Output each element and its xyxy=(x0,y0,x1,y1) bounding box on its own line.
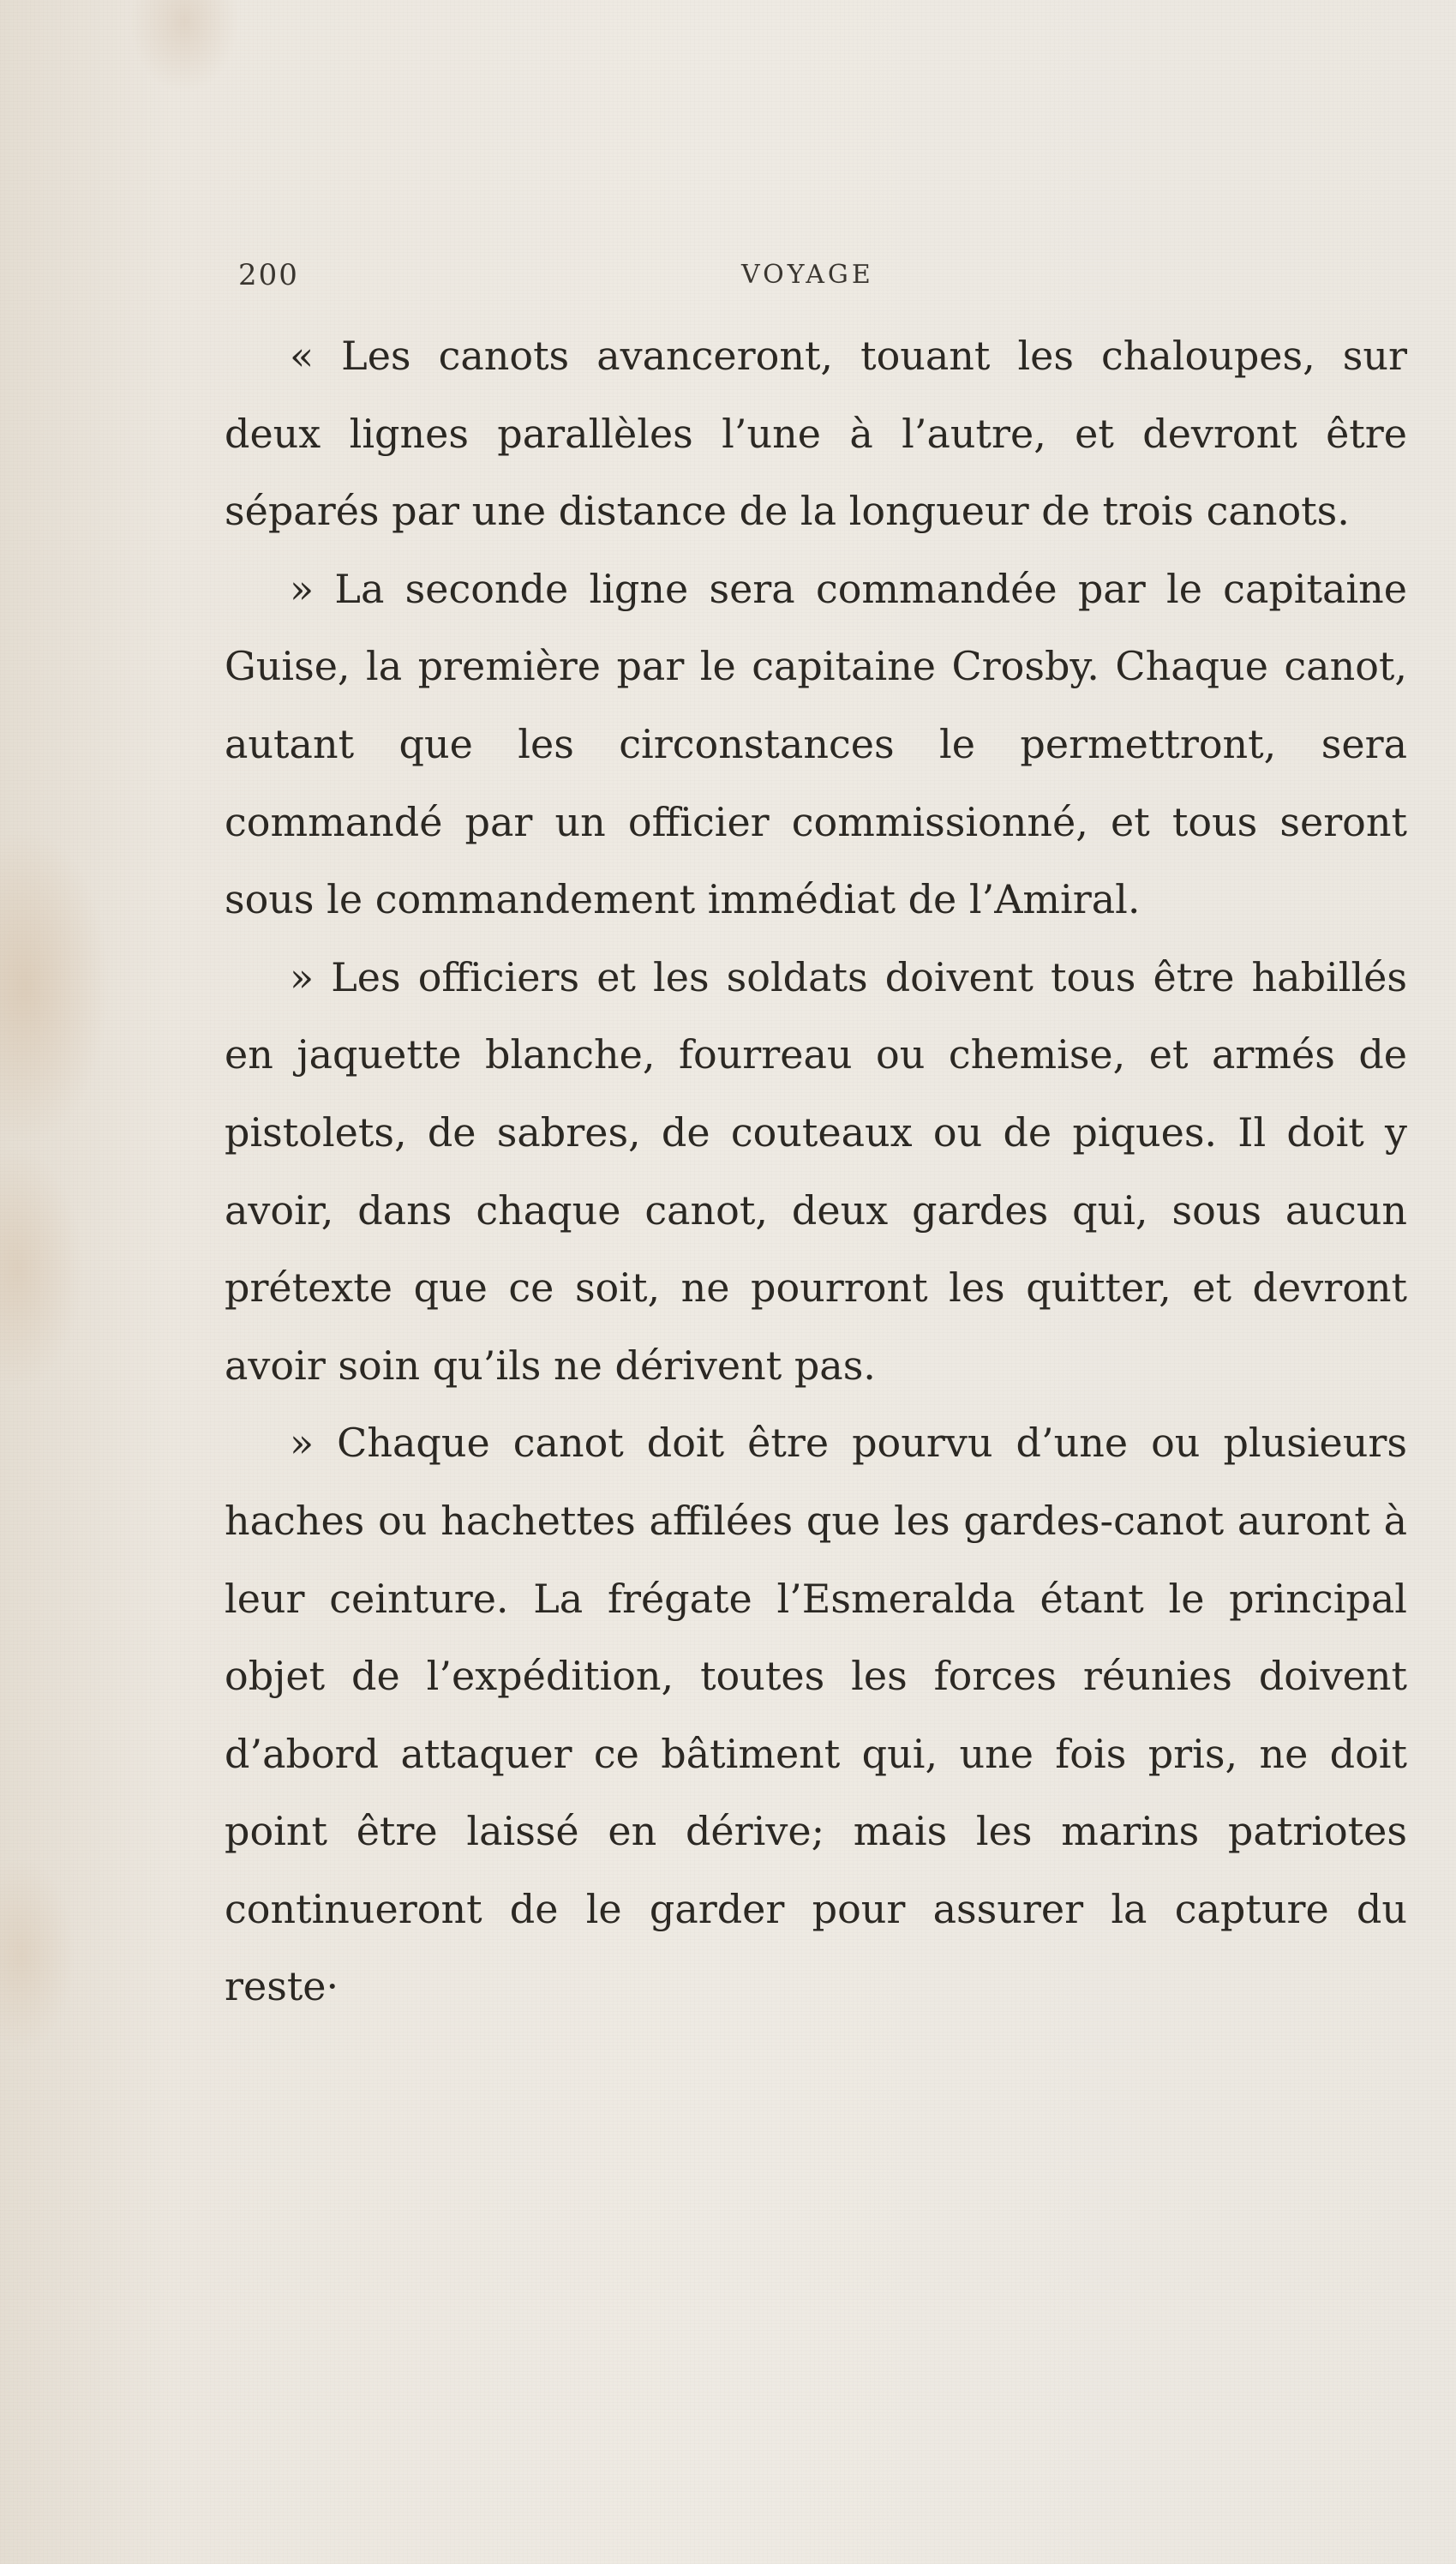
page-number: 200 xyxy=(238,258,299,292)
paragraph-2: » La seconde ligne sera commandée par le capitaine Guise, la première par le capitaine Crosby. Chaque canot, autant que les circonstances le permettront, sera commandé par un officier commissionné, et tous seront sous le commandement immédiat de l’Amiral. xyxy=(225,565,1407,923)
paragraph-3: » Les officiers et les soldats doivent tous être habillés en jaquette blanche, fourreau ou chemise, et armés de pistolets, de sabres, de couteaux ou de piques. Il doit y avoir, dans chaque canot, deux gardes qui, sous aucun prétexte que ce soit, ne pourront les quitter, et devront avoir soin qu’ils ne dérivent pas. xyxy=(225,953,1407,1389)
running-title: VOYAGE xyxy=(741,260,874,290)
running-head xyxy=(238,254,1421,297)
paragraph-1: « Les canots avanceront, touant les chaloupes, sur deux lignes parallèles l’une à l’autre, et devront être séparés par une distance de la longueur de trois canots. xyxy=(225,333,1407,535)
paragraph-4: » Chaque canot doit être pourvu d’une ou plusieurs haches ou hachettes affilées que les gardes-canot auront à leur ceinture. La frégate l’Esmeralda étant le principal objet de l’expédition, toutes les forces réunies doivent d’abord attaquer ce bâtiment qui, une fois pris, ne doit point être laissé en dérive; mais les marins patriotes continueront de le garder pour assurer la capture du reste· xyxy=(225,1420,1407,2010)
body-text xyxy=(225,317,1407,2026)
